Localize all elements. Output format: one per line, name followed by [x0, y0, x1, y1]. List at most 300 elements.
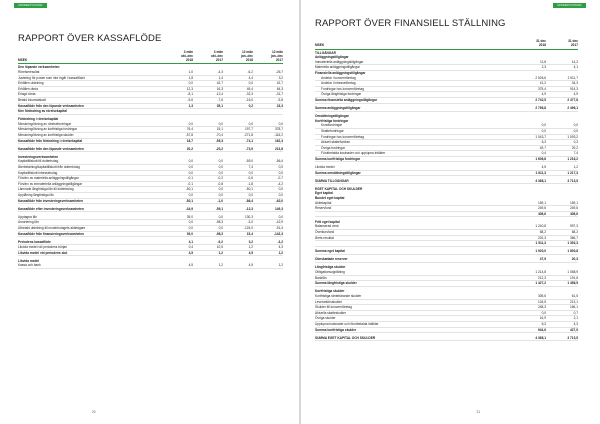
row-label: Kapitaltillskott intressebolag	[18, 170, 58, 175]
row-label: Förändring i rörelsekapital	[18, 117, 59, 122]
cell-value: 6,3	[541, 140, 546, 145]
cell-value: 0,0	[278, 170, 283, 175]
cell-value: 213,1	[570, 299, 578, 304]
cell-value: 0,0	[278, 121, 283, 126]
cell-value: 213,8	[275, 146, 283, 151]
cell-value: -116,2	[274, 133, 283, 138]
cell-value: 1 456,5	[567, 281, 578, 286]
cell-value: 4,1	[188, 239, 193, 244]
cell-value: 997,3	[570, 224, 578, 229]
row-label: Amortering lån	[18, 220, 39, 225]
row-label: Kundfordringar	[321, 123, 343, 128]
row-label: Rörelseresultat	[18, 69, 40, 74]
cell-value: -20,2	[215, 146, 223, 151]
table-row	[315, 281, 578, 287]
page-number: 20	[92, 410, 96, 414]
row-label: Långfristiga skulder	[315, 265, 346, 270]
cell-value: 4,5	[248, 263, 253, 268]
cell-value: -12,4	[215, 92, 223, 97]
table-header	[18, 51, 283, 64]
cell-value: 4,5	[248, 250, 253, 255]
cell-value: 7,4	[573, 151, 578, 156]
cell-value: 166,1	[570, 305, 578, 310]
cell-value: 1,4	[218, 75, 223, 80]
cell-value: 0,0	[248, 81, 253, 86]
cell-value: 0,0	[573, 123, 578, 128]
cell-value: 16,3	[216, 86, 223, 91]
row-label: Investeringsverksamheten	[18, 154, 59, 159]
cell-value: 14,2	[571, 59, 578, 64]
column-header: 12 mån jan–dec 2018	[241, 50, 253, 62]
row-label: Summa omsättningstillgångar	[315, 170, 361, 175]
cell-value: 1 611,3	[535, 170, 546, 175]
cell-value: 20,2	[186, 146, 193, 151]
cell-value: 0,0	[248, 170, 253, 175]
row-label: Övriga långfristiga fordringar	[321, 92, 362, 97]
cell-value: 1 214,8	[535, 270, 546, 275]
row-label: Andelar i koncernföretag	[321, 75, 356, 80]
row-label: Summa långfristiga skulder	[315, 281, 357, 286]
cell-value: -0,8	[217, 181, 223, 186]
cell-value: -62,0	[275, 198, 283, 203]
row-label: Den löpande verksamheten	[18, 65, 60, 70]
table-row	[315, 179, 578, 185]
cell-value: 130,3	[245, 214, 253, 219]
row-label: Summa anläggningstillgångar	[315, 106, 361, 111]
row-label: Återbetalning/kapitaltillskott från dotterbolag	[18, 164, 80, 169]
row-label: Kortfristiga fordringar	[315, 118, 349, 123]
cell-value: 0,0	[278, 192, 283, 197]
cell-value: 4,3	[573, 321, 578, 326]
cell-value: 1,2	[278, 263, 283, 268]
cell-value: -1,8	[247, 181, 253, 186]
cell-value: 159,1	[570, 200, 578, 205]
cell-value: 1 217,3	[567, 170, 578, 175]
cell-value: 20,3	[571, 257, 578, 262]
cell-value: 4,9	[541, 92, 546, 97]
column-header: 12 mån jan–dec 2017	[271, 50, 283, 62]
cell-value: 41,2	[539, 81, 546, 86]
cell-value: -8,1	[187, 92, 193, 97]
cell-value: 2 742,5	[535, 97, 546, 102]
cell-value: 12,3	[186, 86, 193, 91]
cell-value: 0,0	[218, 121, 223, 126]
cell-value: 0,0	[278, 187, 283, 192]
cell-value: 1 240,8	[535, 224, 546, 229]
table-row	[315, 171, 578, 177]
cell-value	[253, 109, 283, 114]
cell-value: 0,2	[248, 103, 253, 108]
cell-value: 3 713,5	[567, 178, 578, 183]
cell-value: 944,6	[538, 327, 546, 332]
cell-value: 0,0	[188, 121, 193, 126]
cell-value: 0,0	[218, 214, 223, 219]
cell-value: 375,4	[538, 86, 546, 91]
cell-value: 15,4	[246, 231, 253, 236]
unit-label: MSEK	[315, 43, 325, 47]
cell-value: 35,1	[216, 103, 223, 108]
cell-value: 4,5	[188, 250, 193, 255]
row-label: Obligationsupplåning	[315, 270, 345, 275]
row-label: Leverantörsskulder	[315, 299, 343, 304]
cell-value: 0,0	[218, 159, 223, 164]
cell-value: 61,5	[571, 293, 578, 298]
row-label: Omsättningstillgångar	[315, 114, 349, 119]
cell-value: 0,0	[541, 128, 546, 133]
cell-value: 2 477,8	[567, 97, 578, 102]
row-label: Bundet eget kapital	[315, 195, 345, 200]
cell-value: -56,4	[275, 159, 283, 164]
balance-sheet-table	[315, 40, 578, 341]
page-title: RAPPORT ÖVER FINANSIELL STÄLLNING	[315, 18, 506, 29]
cell-value: 68,2	[539, 230, 546, 234]
row-label: Kassaflöde från den löpande verksamheten	[18, 103, 84, 108]
cash-flow-page	[0, 0, 299, 424]
cell-value: 0,0	[248, 121, 253, 126]
row-label: Fordringar hos koncernföretag	[321, 86, 364, 91]
cell-value: 4,1	[573, 65, 578, 70]
cell-value: 1,2	[573, 164, 578, 169]
cell-value: 3,2	[278, 75, 283, 80]
row-label: SUMMA EGET KAPITAL OCH SKULDER	[315, 335, 376, 340]
cell-value: -59,0	[245, 159, 253, 164]
section-tag: ÅRSREDOVISNING	[553, 3, 586, 8]
row-label: Förvärv av materiella anläggningstillgångar	[18, 176, 79, 181]
table-row	[18, 207, 283, 213]
cell-value: 15,1	[216, 127, 223, 132]
cell-value: 7,4	[248, 164, 253, 169]
row-label: Upplåning långfristiga lån	[18, 192, 54, 197]
table-row	[315, 328, 578, 334]
cell-value: -12,3	[245, 206, 253, 211]
row-label: Eget kapital	[315, 191, 333, 196]
cell-value: 4 368,1	[535, 335, 546, 340]
table-row	[18, 147, 283, 153]
cell-value: 2,3	[541, 65, 546, 70]
row-label: Övriga skulder	[315, 316, 336, 321]
row-label: Likvida medel	[18, 258, 40, 263]
cell-value: 149,3	[275, 206, 283, 211]
cell-value: -0,6	[247, 176, 253, 181]
row-label: Obeskattade reserver	[315, 257, 348, 262]
row-label: Upplupna kostnader och förutbetalda intäkter	[315, 321, 379, 326]
cell-value: 0,0	[188, 170, 193, 175]
row-label: Summa kortfristiga fordringar	[315, 156, 361, 161]
cell-value: 16,9	[539, 316, 546, 321]
cell-value: 29,2	[571, 145, 578, 150]
cell-value: 1,3	[188, 103, 193, 108]
cell-value: -73,9	[245, 146, 253, 151]
column-header: 3 mån okt–dec 2017	[210, 50, 223, 62]
cell-value: 49,7	[539, 145, 546, 150]
cell-value: 10,5	[216, 245, 223, 250]
cell-value: -86,4	[245, 198, 253, 203]
column-header: 31 dec 2017	[568, 39, 578, 47]
cell-value: 0,0	[188, 192, 193, 197]
cell-value: 248,3	[538, 305, 546, 310]
cell-value: -55,3	[215, 138, 223, 143]
balance-sheet-page	[301, 0, 600, 424]
row-label: Fordringar hos koncernföretag	[321, 134, 364, 139]
cell-value: 1 427,2	[535, 281, 546, 286]
cell-value: -271,8	[243, 133, 253, 138]
cell-value: 4,5	[188, 263, 193, 268]
cell-value: 11,8	[540, 59, 546, 64]
cell-value: 2 756,8	[535, 106, 546, 111]
cell-value: 0,0	[541, 123, 546, 128]
row-label: Kassaflöde från den löpande verksamheten	[18, 146, 84, 151]
cell-value: 191,6	[570, 275, 578, 280]
row-label: Justering för poster som inte ingår i kassaflödet	[18, 75, 85, 80]
table-row	[315, 336, 578, 342]
row-label: Kassa och bank	[18, 263, 41, 268]
row-label: Lämnade långfristiga lån till dotterbolag	[18, 187, 74, 192]
column-header: 31 dec 2018	[536, 39, 546, 47]
cell-value: 1 088,9	[567, 270, 578, 275]
cell-value: 4 368,1	[535, 178, 546, 183]
row-label: före förändring av rörelsekapital	[18, 109, 67, 114]
table-row	[18, 251, 283, 257]
row-label: Likvida medel	[315, 164, 335, 169]
cell-value: 0,0	[278, 214, 283, 219]
cell-value: 212,3	[538, 275, 546, 280]
row-label: Erhållen utdelning	[18, 81, 44, 86]
cell-value: 0,0	[188, 164, 193, 169]
cell-value	[223, 109, 253, 114]
cell-value: 4,3	[278, 245, 283, 250]
cell-value: 427,9	[570, 327, 578, 332]
cell-value: 1 216,2	[567, 156, 578, 161]
row-label: Övriga fordringar	[321, 145, 345, 150]
cell-value: -1,0	[217, 198, 223, 203]
cell-value: 34,3	[571, 81, 578, 86]
cell-value: -4,3	[217, 69, 223, 74]
row-label: Aktuell skattefordran	[321, 140, 351, 145]
cell-value: -5,6	[187, 97, 193, 102]
row-label: Förutbetalda kostnader och upplupna intäkter	[321, 151, 386, 156]
row-label: Kassaflöde efter investeringsverksamheten	[18, 206, 84, 211]
cell-value: 0,3	[573, 140, 578, 145]
cell-value: -98,3	[215, 220, 223, 225]
cell-value: 4,5	[541, 164, 546, 169]
cell-value: 1 093,2	[567, 134, 578, 139]
row-label: EGET KAPITAL OCH SKULDER	[315, 186, 363, 191]
table-row	[315, 98, 578, 104]
cell-value: 378,7	[275, 127, 283, 132]
cell-value: 1,2	[218, 250, 223, 255]
table-row	[18, 139, 283, 145]
cell-value: 162,3	[275, 138, 283, 143]
cell-value: 366,7	[570, 235, 578, 240]
cell-value: -0,2	[217, 176, 223, 181]
table-row	[18, 199, 283, 205]
cell-value: 49,4	[246, 86, 253, 91]
cell-value: -32,3	[245, 92, 253, 97]
row-label: Likvida medel vid periodens början	[18, 245, 68, 250]
cell-value	[193, 109, 223, 114]
table-row	[315, 241, 578, 247]
cell-value: 1,2	[278, 250, 283, 255]
cell-value: 249,6	[570, 206, 578, 211]
row-label: Kortfristiga skulder	[315, 289, 345, 294]
row-label: Utbetald utdelning till moderbolagets aktieägare	[18, 225, 86, 230]
cell-value: 0,0	[188, 225, 193, 230]
cell-value: 0,0	[541, 310, 546, 315]
cell-value: 0,0	[218, 225, 223, 230]
cell-value: 6,3	[541, 321, 546, 326]
row-label: Kassaflöde från förändring i rörelsekapital	[18, 138, 83, 143]
row-label: Finansiella anläggningstillgångar	[315, 70, 366, 75]
row-label	[315, 212, 514, 217]
row-label: Immateriella anläggningstillgångar	[315, 59, 364, 64]
cell-value: 39,0	[186, 214, 193, 219]
cell-value: -16,0	[245, 97, 253, 102]
cell-value: 249,6	[538, 206, 546, 211]
row-label: Årets resultat	[315, 235, 334, 240]
table-row	[315, 249, 578, 255]
table-row	[315, 157, 578, 163]
table-body	[315, 51, 578, 342]
row-label: Aktiekapital	[315, 200, 332, 205]
page-title: RAPPORT ÖVER KASSAFLÖDE	[18, 33, 162, 44]
cell-value: 1 800,8	[567, 249, 578, 254]
cell-value: 0,0	[278, 164, 283, 169]
row-label: Kassaflöde från finansieringsverksamheten	[18, 231, 85, 236]
cell-value: 1 606,8	[535, 156, 546, 161]
cell-value: 0,0	[218, 164, 223, 169]
cell-value: -50,1	[185, 187, 193, 192]
cell-value: 2 511,7	[567, 75, 578, 80]
unit-label: MSEK	[18, 57, 28, 62]
table-row	[18, 263, 283, 269]
row-label: Aktuella skatteskulder	[315, 310, 347, 315]
cell-value: 408,6	[570, 211, 578, 216]
cell-value: -57,8	[185, 133, 193, 138]
cell-value: 408,6	[538, 211, 546, 216]
row-label: Skattefordringar	[321, 128, 344, 133]
row-label: Kassaflöde från investeringsverksamheten	[18, 198, 84, 203]
cell-value: 0,0	[248, 192, 253, 197]
cell-value: -98,3	[215, 231, 223, 236]
cell-value: 23,3	[276, 103, 283, 108]
cell-value: 1 920,0	[535, 249, 546, 254]
cell-value: 1,2	[218, 263, 223, 268]
cell-value: -3,0	[247, 220, 253, 225]
row-label: Upptagna lån	[18, 214, 37, 219]
row-label: Minskning/ökning av kortfristiga skulder	[18, 133, 74, 138]
cell-value: -26,7	[275, 69, 283, 74]
cell-value: -59,1	[215, 206, 223, 211]
cell-value: 197,7	[245, 127, 253, 132]
cell-value: -9,8	[277, 97, 283, 102]
cell-value: -6,2	[247, 69, 253, 74]
cell-value: -0,7	[277, 176, 283, 181]
cell-value: 0,0	[188, 220, 193, 225]
row-label: Balanserad vinst	[315, 224, 339, 229]
table-row	[315, 106, 578, 112]
cell-value: 1,8	[188, 75, 193, 80]
cell-value: -31,7	[275, 92, 283, 97]
cell-value: 47,9	[539, 257, 546, 262]
column-header: 3 mån okt–dec 2018	[180, 50, 193, 62]
row-label: Reservfond	[315, 206, 332, 211]
cell-value: 42,7	[216, 81, 223, 86]
cell-value: -0,1	[187, 176, 193, 181]
row-label: Summa eget kapital	[315, 249, 345, 254]
cell-value: 2 496,1	[567, 106, 578, 111]
cell-value: 0,4	[541, 151, 546, 156]
section-tag: ÅRSREDOVISNING	[14, 3, 47, 8]
row-label: Kapitaltillskott till dotterbolag	[18, 159, 59, 164]
cell-value: 4,4	[248, 75, 253, 80]
row-label: Anläggningstillgångar	[315, 55, 349, 60]
table-row	[18, 232, 283, 238]
cash-flow-table	[18, 51, 283, 269]
cell-value: 1,0	[188, 69, 193, 74]
cell-value: -3,2	[277, 239, 283, 244]
cell-value: -74,1	[245, 138, 253, 143]
cell-value: -124,0	[243, 225, 253, 230]
cell-value: 0,0	[188, 81, 193, 86]
row-label: Summa finansiella anläggningstillgångar	[315, 97, 377, 102]
cell-value: -142,3	[273, 231, 283, 236]
row-label: SUMMA TILLGÅNGAR	[315, 178, 349, 183]
table-row	[18, 109, 283, 115]
cell-value: -50,1	[245, 187, 253, 192]
cell-value: 68,2	[571, 230, 578, 234]
row-label: Överkursfond	[315, 230, 335, 234]
cell-value: 0,4	[188, 245, 193, 250]
cell-value: -42,9	[275, 220, 283, 225]
cell-value: 4,9	[573, 92, 578, 97]
cell-value: 914,3	[570, 86, 578, 91]
cell-value: 76,4	[186, 127, 193, 132]
cell-value: -34,9	[185, 206, 193, 211]
row-label: Erlagd ränta	[18, 92, 36, 97]
cell-value: 0,0	[188, 159, 193, 164]
row-label: TILLGÅNGAR	[315, 50, 336, 55]
cell-value: 2 526,6	[535, 75, 546, 80]
cell-value: 202,3	[538, 235, 546, 240]
cell-value: 305,6	[538, 293, 546, 298]
row-label: Fritt eget kapital	[315, 219, 340, 224]
cell-value: -50,1	[185, 198, 193, 203]
row-label: Betald inkomstskatt	[18, 97, 46, 102]
cell-value: 18,7	[186, 138, 193, 143]
row-label: Skulder till koncernföretag	[315, 305, 352, 310]
page-number: 21	[476, 410, 480, 414]
cell-value: 39,0	[186, 231, 193, 236]
cell-value: 3 713,5	[567, 335, 578, 340]
cell-value: 64,3	[276, 86, 283, 91]
cell-value: 0,0	[218, 170, 223, 175]
cell-value: 2,1	[573, 316, 578, 321]
cell-value: 3,2	[248, 239, 253, 244]
table-row	[315, 212, 578, 218]
cell-value: -4,2	[277, 181, 283, 186]
cell-value	[163, 109, 193, 114]
cell-value: 1 043,7	[535, 134, 546, 139]
cell-value: -0,1	[187, 181, 193, 186]
cell-value: -9,2	[217, 239, 223, 244]
cell-value: 0,0	[218, 192, 223, 197]
table-header	[315, 40, 578, 50]
table-body	[18, 65, 283, 269]
cell-value: 1,2	[248, 245, 253, 250]
row-label: Erhållen ränta	[18, 86, 38, 91]
cell-value: -70,4	[215, 133, 223, 138]
cell-value: 1 392,3	[567, 241, 578, 246]
